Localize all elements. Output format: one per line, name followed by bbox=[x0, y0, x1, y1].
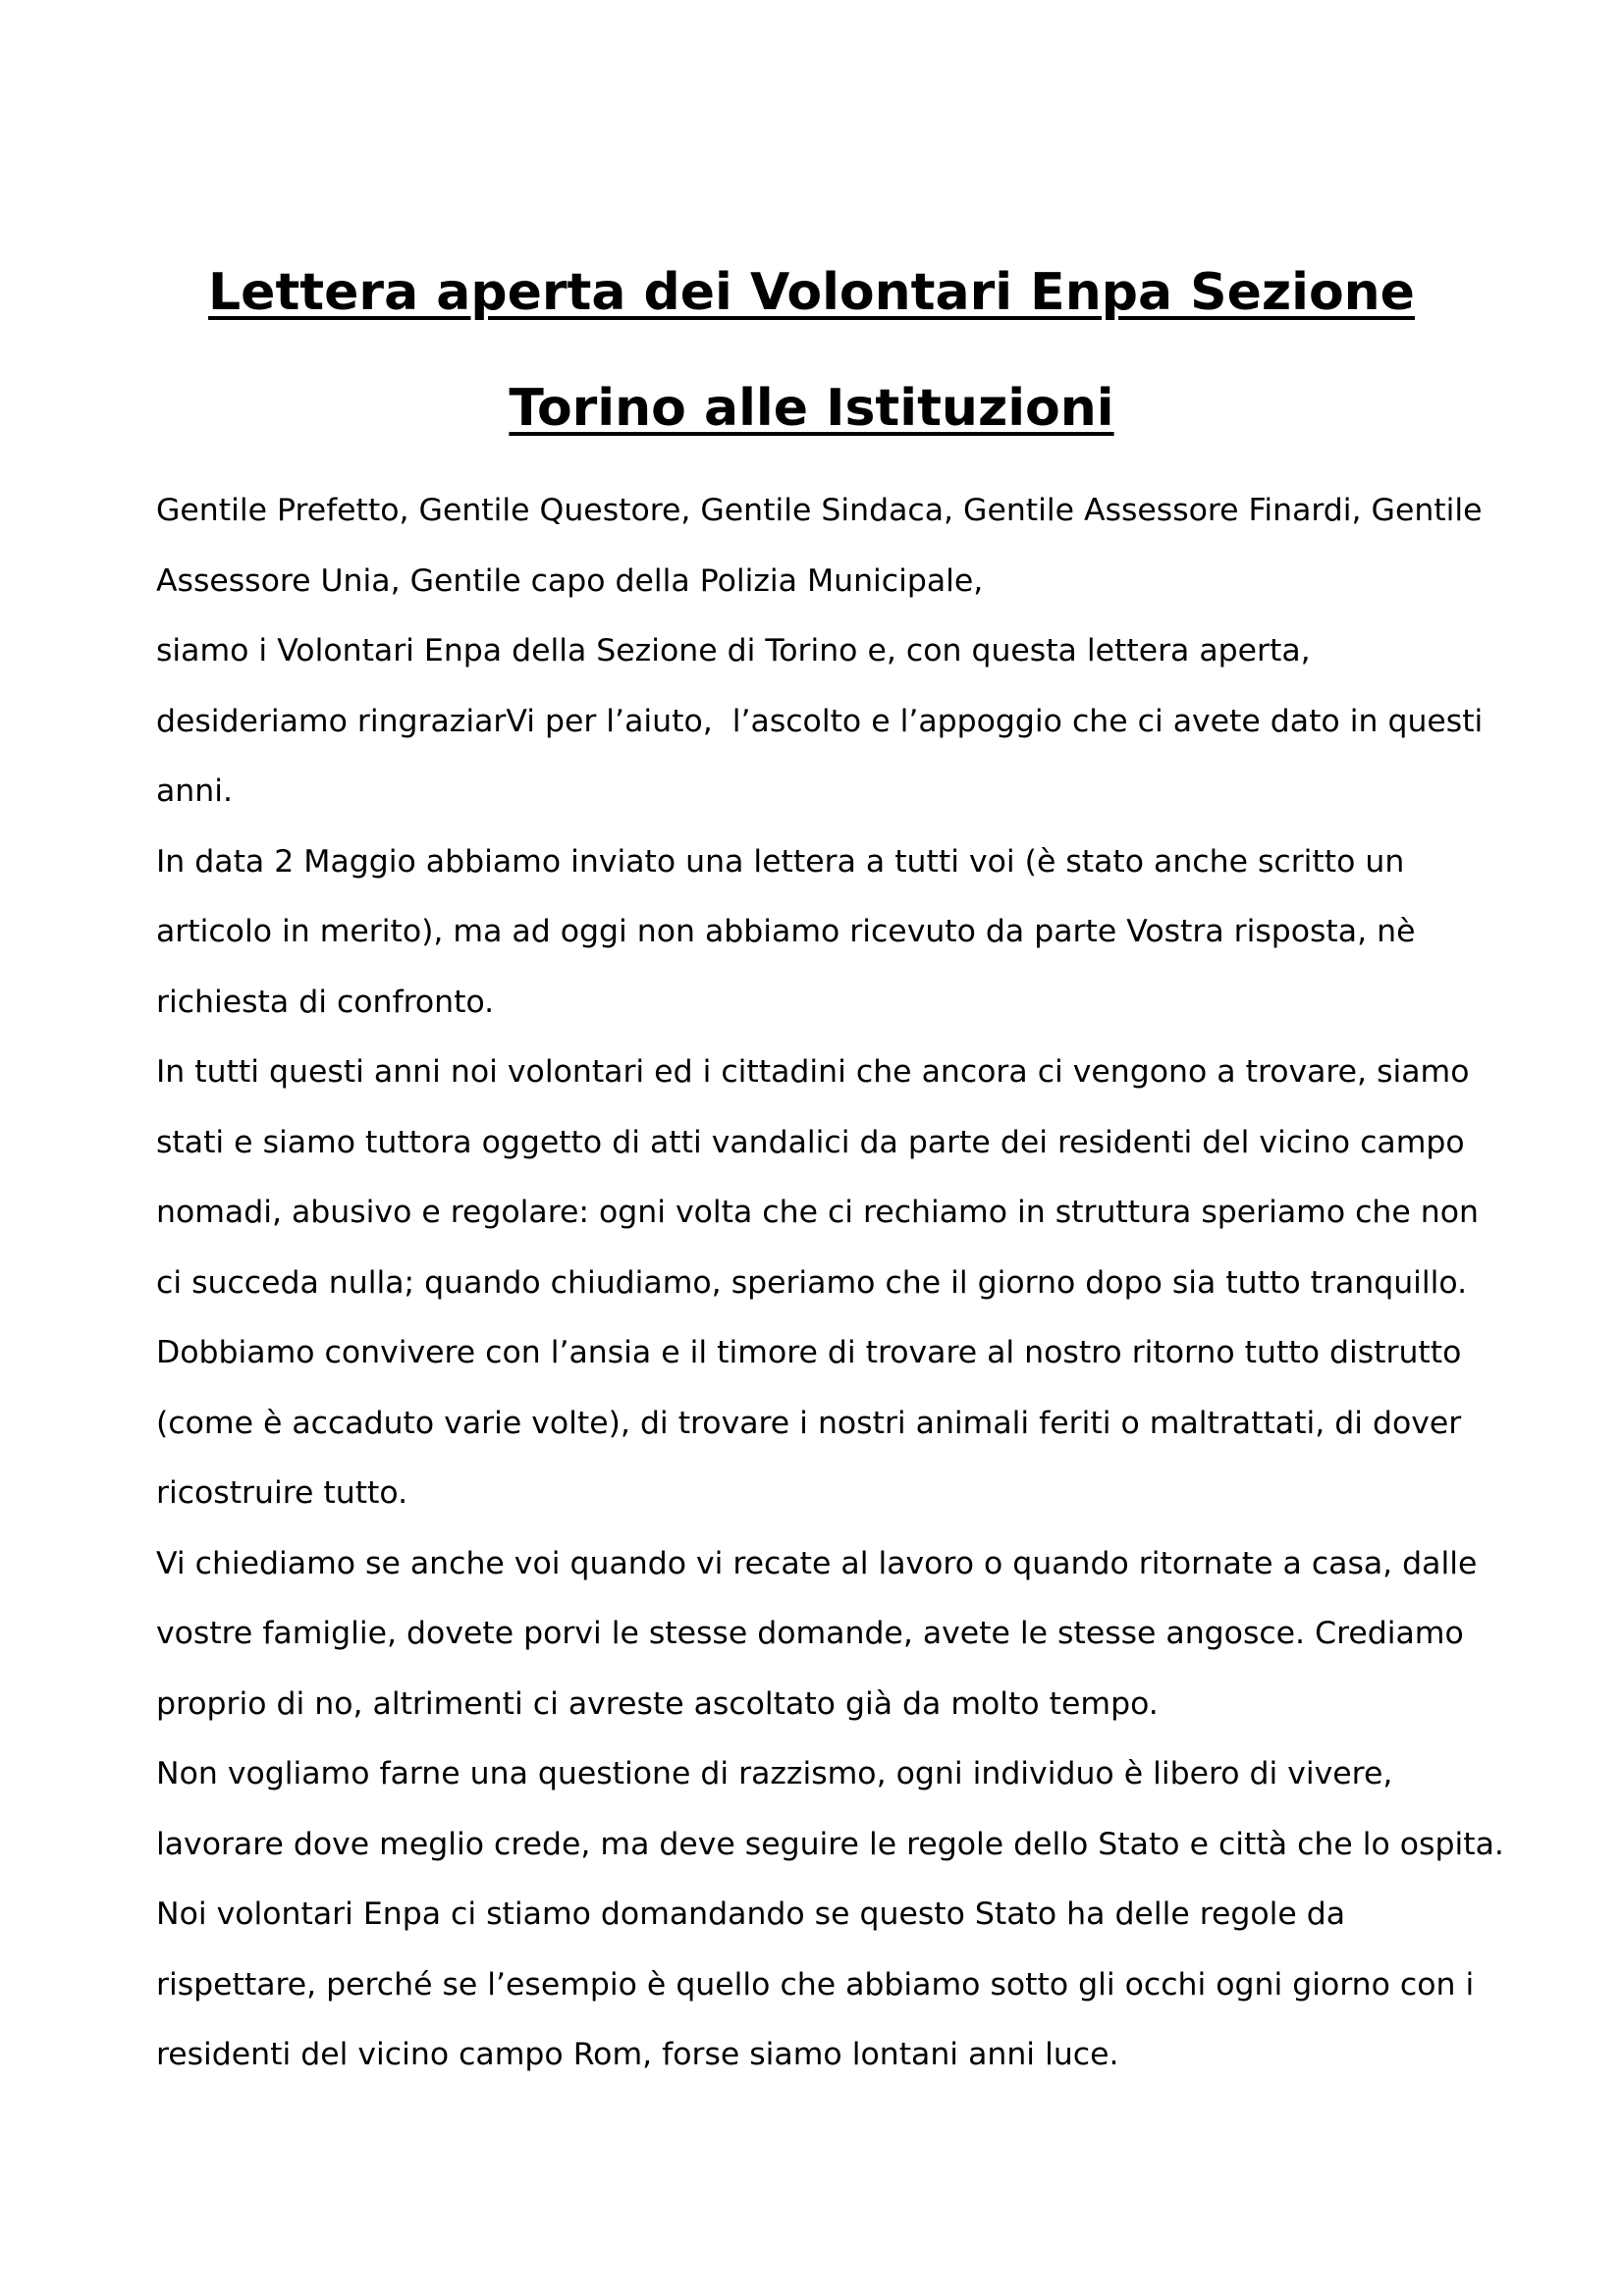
body-line: Dobbiamo convivere con l’ansia e il timore di trovare al nostro ritorno tutto distrutto bbox=[156, 1335, 1462, 1370]
body-line: Vi chiediamo se anche voi quando vi recate al lavoro o quando ritornate a casa, dalle bbox=[156, 1545, 1478, 1581]
body-line: articolo in merito), ma ad oggi non abbiamo ricevuto da parte Vostra risposta, nè bbox=[156, 914, 1416, 949]
body-line: (come è accaduto varie volte), di trovare i nostri animali feriti o maltrattati, di dover bbox=[156, 1405, 1462, 1441]
body-line: ricostruire tutto. bbox=[156, 1475, 408, 1511]
body-line: desideriamo ringraziarVi per l’aiuto, l’ascolto e l’appoggio che ci avete dato in questi bbox=[156, 703, 1484, 739]
body-line: ci succeda nulla; quando chiudiamo, speriamo che il giorno dopo sia tutto tranquillo. bbox=[156, 1264, 1468, 1301]
body-line: In tutti questi anni noi volontari ed i cittadini che ancora ci vengono a trovare, siamo bbox=[156, 1054, 1470, 1090]
body-line: Non vogliamo farne una questione di razzismo, ogni individuo è libero di vivere, bbox=[156, 1756, 1393, 1791]
body-line: lavorare dove meglio crede, ma deve seguire le regole dello Stato e città che lo ospita. bbox=[156, 1826, 1504, 1862]
title-line-1-text: Lettera aperta dei Volontari Enpa Sezione bbox=[208, 263, 1415, 322]
body-line: proprio di no, altrimenti ci avreste ascoltato già da molto tempo. bbox=[156, 1685, 1159, 1722]
body-line: Gentile Prefetto, Gentile Questore, Gentile Sindaca, Gentile Assessore Finardi, Gentile bbox=[156, 493, 1483, 528]
title-line-2 bbox=[0, 379, 1623, 438]
body-line: residenti del vicino campo Rom, forse siamo lontani anni luce. bbox=[156, 2037, 1119, 2072]
body-line: Noi volontari Enpa ci stiamo domandando se questo Stato ha delle regole da bbox=[156, 1896, 1346, 1932]
body-line: vostre famiglie, dovete porvi le stesse domande, avete le stesse angosce. Crediamo bbox=[156, 1616, 1464, 1651]
body-line: siamo i Volontari Enpa della Sezione di Torino e, con questa lettera aperta, bbox=[156, 633, 1311, 668]
body-line: rispettare, perché se l’esempio è quello che abbiamo sotto gli occhi ogni giorno con i bbox=[156, 1966, 1475, 2002]
title-line-2-text: Torino alle Istituzioni bbox=[509, 379, 1114, 438]
letter-body bbox=[156, 486, 1531, 2101]
body-line: Assessore Unia, Gentile capo della Polizia Municipale, bbox=[156, 562, 984, 599]
body-line: stati e siamo tuttora oggetto di atti vandalici da parte dei residenti del vicino campo bbox=[156, 1124, 1465, 1160]
body-line: richiesta di confronto. bbox=[156, 984, 495, 1020]
body-line: In data 2 Maggio abbiamo inviato una lettera a tutti voi (è stato anche scritto un bbox=[156, 843, 1405, 880]
body-line: anni. bbox=[156, 774, 233, 809]
title-line-1 bbox=[0, 263, 1623, 322]
body-line: nomadi, abusivo e regolare: ogni volta che ci rechiamo in struttura speriamo che non bbox=[156, 1195, 1479, 1230]
